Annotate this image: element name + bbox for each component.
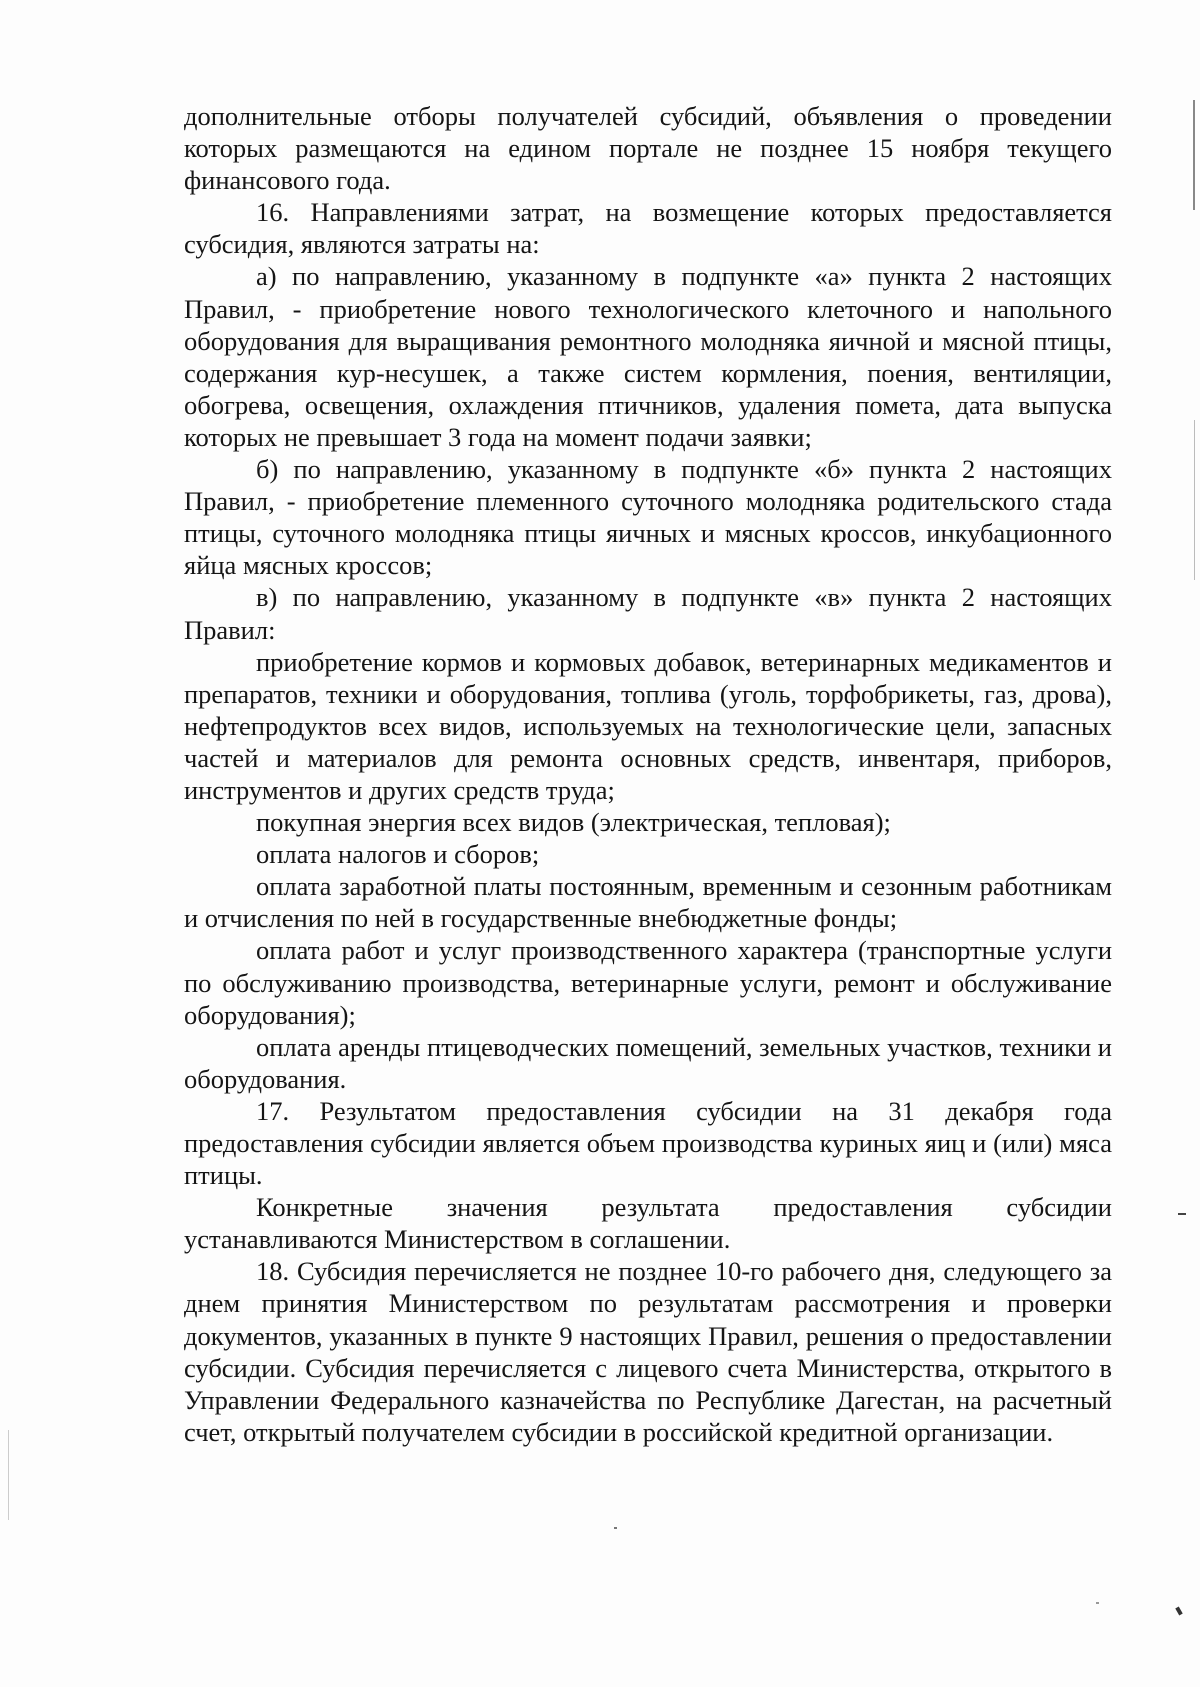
- scan-edge-mark: [1193, 100, 1195, 210]
- paragraph-17-values: Конкретные значения результата предоставления субсидии устанавливаются Министерством в соглашении.: [184, 1192, 1112, 1255]
- paragraph-16-v-rent: оплата аренды птицеводческих помещений, земельных участков, техники и оборудования.: [184, 1031, 1112, 1094]
- paragraph-16-v: в) по направлению, указанному в подпункте «в» пункта 2 настоящих Правил:: [184, 582, 1112, 645]
- paragraph-16-b: б) по направлению, указанному в подпункте «б» пункта 2 настоящих Правил, - приобретение племенного суточного молодняка родительского стада птицы, суточного молодняка птицы яичных и мясных кроссов, инкубационного яйца мясных кроссов;: [184, 454, 1112, 581]
- paragraph-16-a: а) по направлению, указанному в подпункте «а» пункта 2 настоящих Правил, - приобретение нового технологического клеточного и напольного оборудования для выращивания ремонтного молодняка яичной и мясной птицы, содержания кур-несушек, а также систем кормления, поения, вентиляции, обогрева, освещения, охлаждения птичников, удаления помета, дата выпуска которых не превышает 3 года на момент подачи заявки;: [184, 261, 1112, 452]
- paragraph-16-v-feed: приобретение кормов и кормовых добавок, ветеринарных медикаментов и препаратов, техники и оборудования, топлива (уголь, торфобрикеты, газ, дрова), нефтепродуктов всех видов, используемых на технологические цели, запасных частей и материалов для ремонта основных средств, инвентаря, приборов, инструментов и других средств труда;: [184, 646, 1112, 805]
- scan-speck: [1175, 1607, 1182, 1616]
- scan-edge-mark: [8, 1430, 9, 1520]
- paragraph-16-v-taxes: оплата налогов и сборов;: [256, 839, 540, 870]
- paragraph-continuation: дополнительные отборы получателей субсидий, объявления о проведении которых размещаются на едином портале не позднее 15 ноября текущего финансового года.: [184, 101, 1112, 196]
- paragraph-16-v-wages: оплата заработной платы постоянным, временным и сезонным работникам и отчисления по ней в государственные внебюджетные фонды;: [184, 871, 1112, 934]
- document-body: [184, 100, 1112, 1448]
- scan-speck: [1178, 1213, 1186, 1215]
- scan-speck: [614, 1527, 617, 1529]
- scan-speck: [1096, 1602, 1099, 1604]
- paragraph-18: 18. Субсидия перечисляется не позднее 10-го рабочего дня, следующего за днем принятия Министерством по результатам рассмотрения и проверки документов, указанных в пункте 9 настоящих Правил, решения о предоставлении субсидии. Субсидия перечисляется с лицевого счета Министерства, открытого в Управлении Федерального казначейства по Республике Дагестан, на расчетный счет, открытый получателем субсидии в российской кредитной организации.: [184, 1256, 1112, 1447]
- paragraph-16-v-services: оплата работ и услуг производственного характера (транспортные услуги по обслуживанию производства, ветеринарные услуги, ремонт и обслуживание оборудования);: [184, 935, 1112, 1030]
- paragraph-17: 17. Результатом предоставления субсидии на 31 декабря года предоставления субсидии является объем производства куриных яиц и (или) мяса птицы.: [184, 1095, 1112, 1191]
- paragraph-16: 16. Направлениями затрат, на возмещение которых предоставляется субсидия, являются затраты на:: [184, 197, 1112, 260]
- scan-edge-mark: [1194, 420, 1195, 580]
- paragraph-16-v-energy: покупная энергия всех видов (электрическая, тепловая);: [256, 807, 891, 838]
